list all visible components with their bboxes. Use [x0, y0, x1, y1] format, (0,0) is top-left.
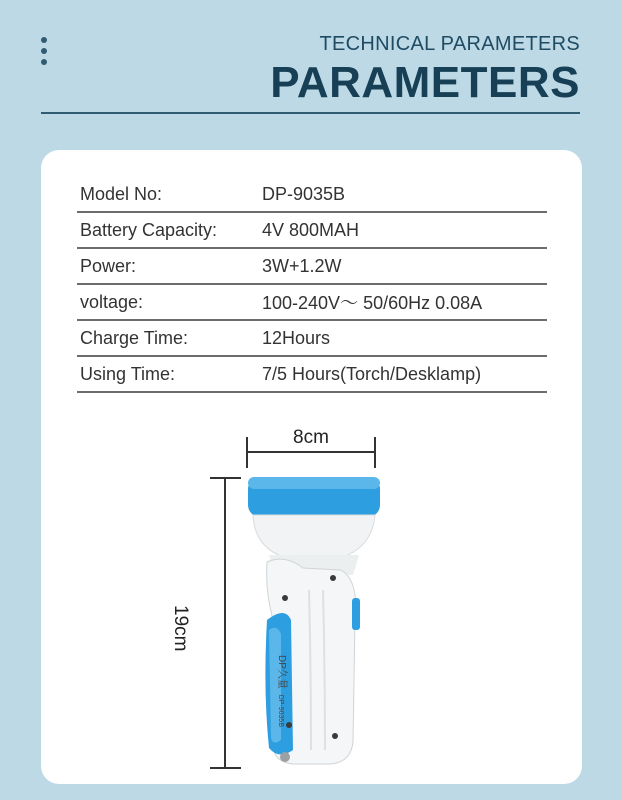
spec-value: DP-9035B	[262, 183, 346, 204]
height-label: 19cm	[170, 605, 191, 652]
spec-label: voltage:	[80, 291, 144, 312]
spec-value: 3W+1.2W	[262, 255, 342, 276]
product-brand-text	[276, 655, 291, 727]
specs-card	[41, 150, 582, 784]
product-illustration	[41, 150, 582, 784]
spec-label: Model No:	[80, 183, 163, 204]
spec-value: 12Hours	[262, 327, 331, 348]
spec-label: Battery Capacity:	[80, 219, 218, 240]
spec-value: 4V 800MAH	[262, 219, 360, 240]
height-dimension-line	[210, 478, 241, 768]
spec-label: Charge Time:	[80, 327, 189, 348]
width-label: 8cm	[293, 427, 329, 448]
page-subtitle: TECHNICAL PARAMETERS	[319, 33, 580, 55]
model-label: DP-9035B	[277, 694, 284, 727]
menu-dots-icon[interactable]	[41, 37, 49, 70]
page-title: PARAMETERS	[270, 58, 580, 107]
brand-label: DP久量	[276, 655, 287, 689]
spec-value: 100-240V～ 50/60Hz 0.08A	[262, 293, 483, 313]
flashlight-image	[248, 477, 380, 764]
spec-value: 7/5 Hours(Torch/Desklamp)	[262, 363, 482, 384]
header-divider	[41, 112, 580, 114]
spec-label: Power:	[80, 255, 137, 276]
spec-label: Using Time:	[80, 363, 176, 384]
